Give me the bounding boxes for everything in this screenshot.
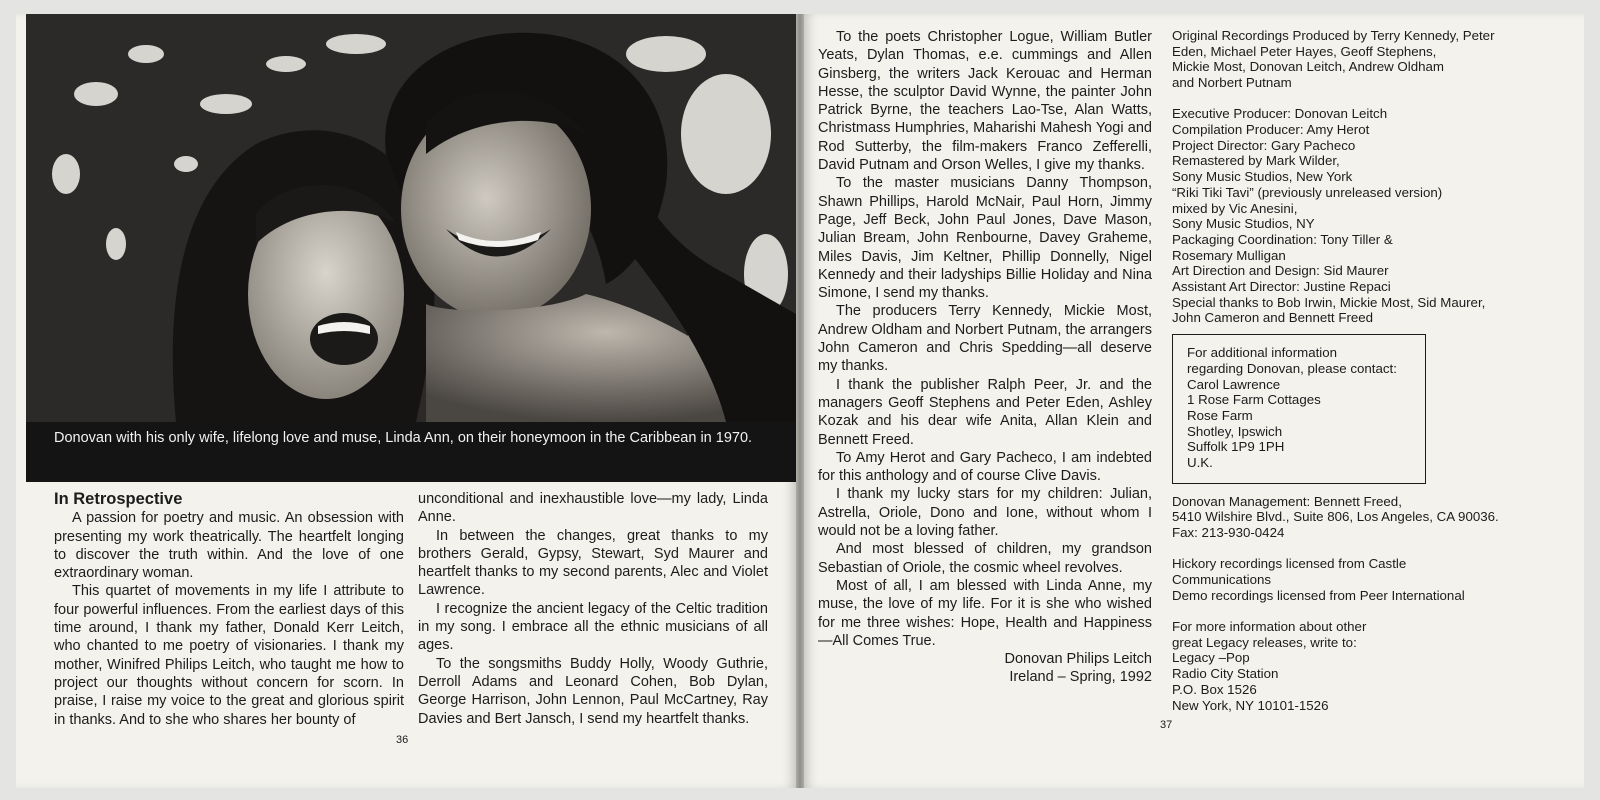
contact-line: Shotley, Ipswich — [1187, 423, 1283, 439]
contact-line: 1 Rose Farm Cottages — [1187, 392, 1321, 408]
contact-line: Carol Lawrence — [1187, 376, 1281, 392]
credit-line: Project Director: Gary Pacheco — [1172, 137, 1356, 153]
legacy-line: great Legacy releases, write to: — [1172, 634, 1357, 650]
retrospective-column-1 — [54, 490, 404, 729]
paragraph: A passion for poetry and music. An obsession with presenting my work theatrically. The heartfelt longing to discover the truth within. And the love of one extraordinary woman. — [54, 510, 404, 582]
credit-line: Sony Music Studios, New York — [1172, 169, 1353, 185]
credit-line: Special thanks to Bob Irwin, Mickie Most, Sid Maurer, — [1172, 294, 1486, 310]
credit-line: Sony Music Studios, NY — [1172, 216, 1315, 232]
honeymoon-photo — [26, 14, 796, 422]
licensing-info — [1172, 556, 1572, 603]
right-page — [804, 14, 1584, 788]
signature-name: Donovan Philips Leitch — [1004, 651, 1152, 668]
legacy-line: Radio City Station — [1172, 666, 1279, 682]
signature-place: Ireland – Spring, 1992 — [1009, 669, 1152, 686]
thanks-column — [818, 28, 1152, 687]
page-number-right: 37 — [1160, 719, 1173, 731]
management-line: Fax: 213-930-0424 — [1172, 525, 1285, 541]
paragraph: To Amy Herot and Gary Pacheco, I am indebted for this anthology and of course Clive Davis. — [818, 449, 1152, 485]
paragraph: In between the changes, great thanks to my brothers Gerald, Gypsy, Stewart, Syd Maurer and heartfelt thanks to my second parents, Alec and Violet Lawrence. — [418, 527, 768, 599]
legacy-line: New York, NY 10101-1526 — [1172, 697, 1329, 713]
legacy-line: For more information about other — [1172, 619, 1367, 634]
retrospective-column-2 — [418, 490, 768, 728]
paragraph: I recognize the ancient legacy of the Celtic tradition in my song. I embrace all the ethnic musicians of all ages. — [418, 600, 768, 654]
contact-line: Suffolk 1P9 1PH — [1187, 439, 1285, 455]
contact-line: U.K. — [1187, 455, 1213, 471]
legacy-line: Legacy –Pop — [1172, 650, 1250, 666]
credit-line: Compilation Producer: Amy Herot — [1172, 122, 1370, 138]
credit-line: and Norbert Putnam — [1172, 75, 1292, 91]
paragraph: I thank my lucky stars for my children: Julian, Astrella, Oriole, Dono and Ione, without whom I would not be a loving father. — [818, 486, 1152, 540]
page-number-left: 36 — [396, 734, 409, 746]
credit-line: mixed by Vic Anesini, — [1172, 200, 1298, 216]
contact-line: regarding Donovan, please contact: — [1187, 360, 1397, 376]
paragraph: I thank the publisher Ralph Peer, Jr. and the managers Geoff Stephens and Peter Eden, Ashley Kozak and his dear wife Anita, Allan Klein and Bennett Freed. — [818, 376, 1152, 448]
credit-line: John Cameron and Bennett Freed — [1172, 310, 1374, 326]
management-line: Donovan Management: Bennett Freed, — [1172, 493, 1402, 509]
paragraph: To the poets Christopher Logue, William Butler Yeats, Dylan Thomas, e.e. cummings and Allen Ginsberg, the writers Jack Kerouac and Herman Hesse, the sculptor David Wynne, the painter John Patrick Byrne, the teachers Lao-Tse, Alan Watts, Christmass Humphries, Maharishi Mahesh Yogi and Rod Sutterby, the film-makers Franco Zefferelli, David Putnam and Orson Welles, I give my thanks. — [818, 29, 1152, 174]
credit-line: Rosemary Mulligan — [1172, 247, 1286, 263]
section-heading: In Retrospective — [54, 490, 183, 508]
management-info — [1172, 494, 1572, 541]
paragraph: This quartet of movements in my life I attribute to four powerful influences. From the earliest days of this time around, I thank my father, Donald Kerr Leitch, who chanted to me poetry of visionaries. I thank my mother, Winifred Philips Leitch, who taught me how to project our thoughts without concern for scorn. In praise, I raise my voice to the great and glorious spirit in thanks. And to she who shares her bounty of — [54, 583, 404, 728]
contact-box — [1172, 334, 1426, 484]
licensing-line: Demo recordings licensed from Peer International — [1172, 587, 1465, 603]
paragraph: The producers Terry Kennedy, Mickie Most, Andrew Oldham and Norbert Putnam, the arrangers John Cameron and Chris Spedding—all deserve my thanks. — [818, 303, 1152, 375]
credit-line: Assistant Art Director: Justine Repaci — [1172, 279, 1391, 295]
credit-line: Mickie Most, Donovan Leitch, Andrew Oldham — [1172, 59, 1444, 75]
paragraph: To the master musicians Danny Thompson, Shawn Phillips, Harold McNair, Paul Horn, Jimmy Page, Jeff Beck, John Paul Jones, Dave Mason, Julian Bream, John Renbourne, Davey Graheme, Miles Davis, Jim Keltner, Phillip Donnelly, Nigel Kennedy and their ladyships Billie Holiday and Nina Simone, I send my thanks. — [818, 175, 1152, 302]
credit-line: Remastered by Mark Wilder, — [1172, 153, 1340, 169]
paragraph-continuation: unconditional and inexhaustible love—my lady, Linda Anne. — [418, 491, 768, 526]
credits-recordings — [1172, 28, 1572, 91]
credit-line: “Riki Tiki Tavi” (previously unreleased version) — [1172, 184, 1443, 200]
licensing-line: Communications — [1172, 572, 1272, 588]
credit-line: Packaging Coordination: Tony Tiller & — [1172, 231, 1393, 247]
credit-line: Art Direction and Design: Sid Maurer — [1172, 263, 1389, 279]
paragraph: And most blessed of children, my grandson Sebastian of Oriole, the cosmic wheel revolves. — [818, 541, 1152, 576]
photo-caption: Donovan with his only wife, lifelong love and muse, Linda Ann, on their honeymoon in the Caribbean in 1970. — [26, 422, 796, 482]
left-page — [16, 14, 796, 788]
legacy-line: P.O. Box 1526 — [1172, 681, 1257, 697]
contact-line: Rose Farm — [1187, 407, 1253, 423]
legacy-info — [1172, 619, 1572, 713]
credit-line: Executive Producer: Donovan Leitch — [1172, 106, 1388, 122]
contact-line: For additional information — [1187, 345, 1338, 361]
credits-production — [1172, 106, 1572, 326]
paragraph: To the songsmiths Buddy Holly, Woody Guthrie, Derroll Adams and Leonard Cohen, Bob Dylan, George Harrison, John Lennon, Paul McCartney, Ray Davies and Bert Jansch, I send my heartfelt thanks. — [418, 655, 768, 727]
paragraph: Most of all, I am blessed with Linda Anne, my muse, the love of my life. For it is she who wished for me three wishes: Hope, Health and Happiness—All Comes True. — [818, 577, 1152, 649]
credit-line: Original Recordings Produced by Terry Kennedy, Peter — [1172, 28, 1495, 43]
licensing-line: Hickory recordings licensed from Castle — [1172, 556, 1407, 572]
credits-column — [1172, 28, 1572, 729]
management-line: 5410 Wilshire Blvd., Suite 806, Los Angeles, CA 90036. — [1172, 509, 1499, 525]
credit-line: Eden, Michael Peter Hayes, Geoff Stephens, — [1172, 43, 1437, 59]
